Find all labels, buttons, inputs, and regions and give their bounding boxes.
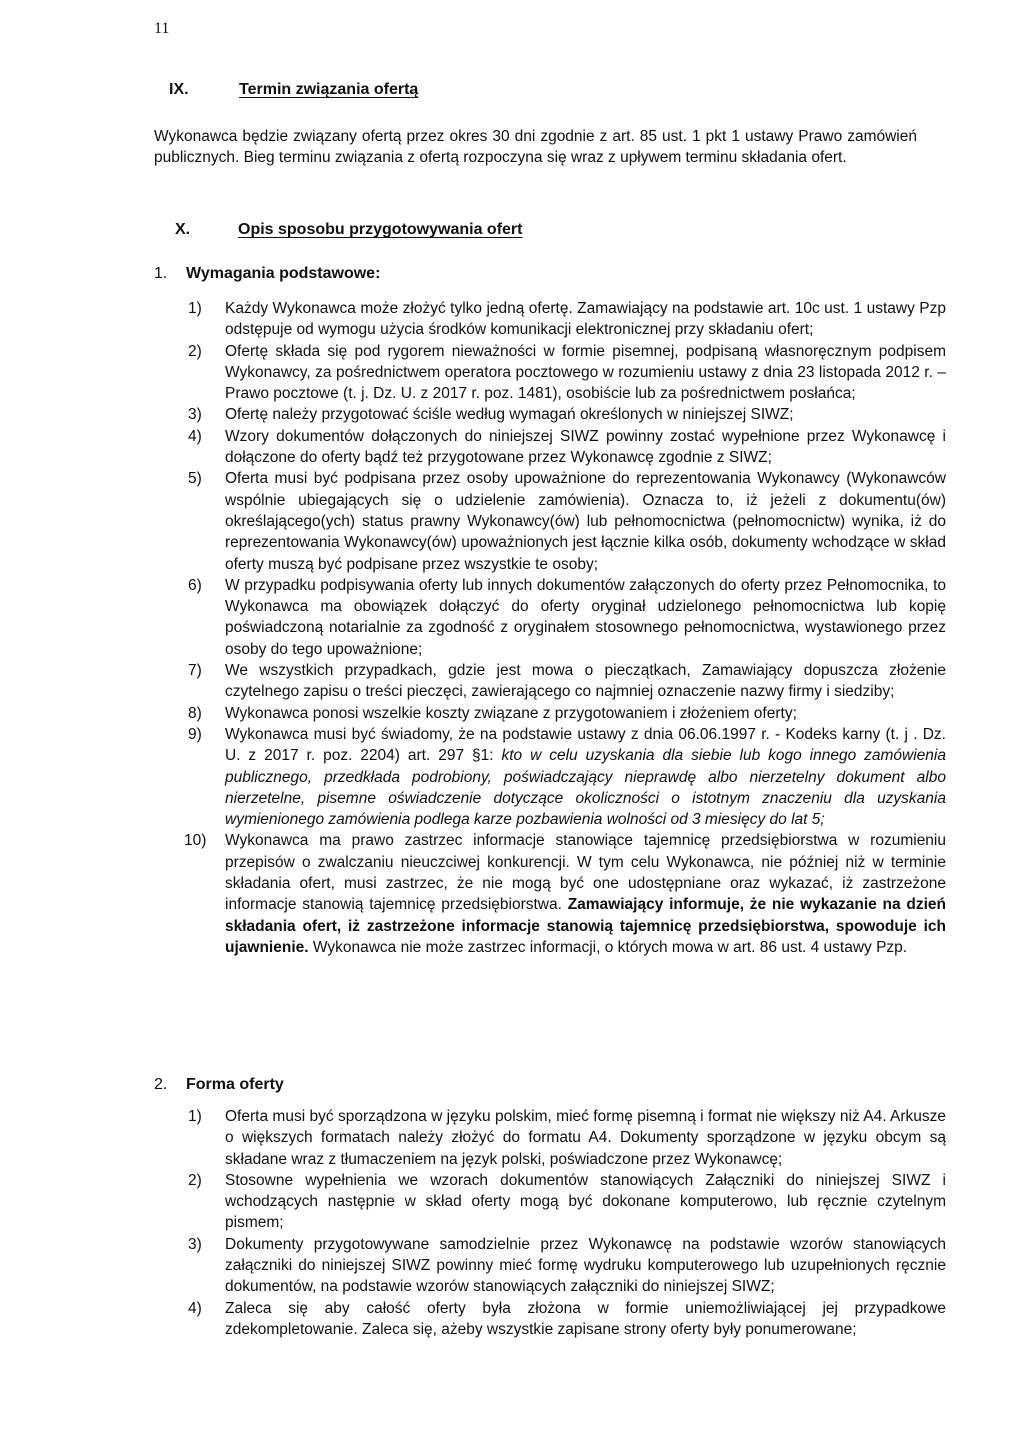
item-text: Dokumenty przygotowywane samodzielnie przez Wykonawcę na podstawie wzorów stanowiących załączniki do niniejszej SIWZ powinny mieć formę wydruku komputerowego lub uzupełnionych ręcznie dokumentów, na podstawie wzorów stanowiących załączniki do niniejszej SIWZ; (225, 1235, 946, 1296)
list-item (188, 1234, 946, 1298)
list-item (188, 426, 946, 469)
list-item (188, 341, 946, 405)
list-item (188, 660, 946, 703)
form-list (188, 1106, 946, 1340)
item-number: 10) (184, 832, 207, 850)
item-text: Wykonawca ponosi wszelkie koszty związane z przygotowaniem i złożeniem oferty; (225, 704, 797, 722)
item-text: We wszystkich przypadkach, gdzie jest mowa o pieczątkach, Zamawiający dopuszcza złożenie czytelnego zapisu o treści pieczęci, zawierającego co najmniej oznaczenie nazwy firmy i siedziby; (225, 662, 946, 701)
item-number: 2) (188, 342, 202, 360)
item-text: Stosowne wypełnienia we wzorach dokumentów stanowiących Załączniki do niniejszej SIWZ i wchodzących następnie w skład oferty mogą być dokonane komputerowo, lub ręcznie czytelnym pismem; (225, 1171, 946, 1232)
list-item (188, 703, 946, 724)
page-number: 11 (154, 20, 170, 37)
section-number: IX. (169, 81, 189, 98)
item-number: 8) (188, 704, 202, 722)
section-title: Opis sposobu przygotowywania ofert (238, 221, 523, 238)
item-text: Wykonawca musi być świadomy, że na podstawie ustawy z dnia 06.06.1997 r. - Kodeks karny (t. j . Dz. U. z 2017 r. poz. 2204) art. 297 §1: (225, 725, 946, 765)
item-bold-notice: Zamawiający informuje, że nie wykazanie na dzień składania ofert, iż zastrzeżone informacje stanowią tajemnicę przedsiębiorstwa, spowoduje ich ujawnienie. (225, 896, 946, 956)
item-number: 7) (188, 662, 202, 680)
list-item (188, 575, 946, 660)
item-text: Zaleca się aby całość oferty była złożona w formie uniemożliwiającej jej przypadkowe zdekompletowanie. Zaleca się, ażeby wszystkie zapisane strony oferty były ponumerowane; (225, 1299, 946, 1338)
list-item (188, 1106, 946, 1170)
section-x-heading (175, 220, 522, 240)
item-text: Wzory dokumentów dołączonych do niniejszej SIWZ powinny zostać wypełnione przez Wykonawcę i dołączone do oferty bądź też przygotowane przez Wykonawcę zgodnie z SIWZ; (225, 427, 946, 467)
item-text: Oferta musi być podpisana przez osoby upoważnione do reprezentowania Wykonawcy (Wykonawców wspólnie ubiegających się o udzielenie zamówienia). Oznacza to, iż jeżeli z dokumentu(ów) określającego(ych) status prawny Wykonawcy(ów) lub pełnomocnictwa (pełnomocnictw) wynika, iż do reprezentowania Wykonawcy(ów) upoważnionych jest łącznie kilka osób, dokumenty wchodzące w skład oferty muszą być podpisane przez wszystkie te osoby; (225, 470, 946, 573)
list-item (188, 298, 946, 341)
item-number: 1) (188, 300, 202, 317)
item-number: 4) (188, 1299, 202, 1317)
item-italic-quote: kto w celu uzyskania dla siebie lub kogo innego zamówienia publicznego, przedkłada podrobiony, poświadczający nieprawdę albo nierzetelny dokument albo nierzetelne, pisemne oświadczenie dotyczące okoliczności o istotnym znaczeniu dla uzyskania wymienionego zamówienia podlega karze pozbawienia wolności od 3 miesięcy do lat 5; (225, 747, 946, 829)
item-number: 3) (188, 1235, 202, 1253)
section-ix-heading (169, 80, 418, 100)
section-ix-text: Wykonawca będzie związany ofertą przez okres 30 dni zgodnie z art. 85 ust. 1 pkt 1 ustawy Prawo zamówień publicznych. Bieg terminu związania z ofertą rozpoczyna się wraz z upływem terminu składania ofert. (154, 128, 917, 167)
section-title: Termin związania ofertą (239, 81, 419, 98)
subsection-number: 2. (154, 1076, 168, 1093)
subsection-2-heading (154, 1075, 284, 1095)
item-number: 3) (188, 406, 202, 424)
subsection-title: Forma oferty (186, 1076, 284, 1093)
subsection-number: 1. (154, 265, 168, 282)
item-number: 1) (188, 1108, 202, 1125)
subsection-title: Wymagania podstawowe: (186, 265, 381, 282)
item-number: 2) (188, 1171, 202, 1189)
item-text-tail: Wykonawca nie może zastrzec informacji, o których mowa w art. 86 ust. 4 ustawy Pzp. (308, 938, 908, 956)
item-text: Ofertę należy przygotować ściśle według wymagań określonych w niniejszej SIWZ; (225, 406, 794, 424)
list-item (188, 468, 946, 574)
item-number: 9) (188, 725, 202, 743)
list-item (188, 1298, 946, 1341)
list-item (188, 724, 946, 830)
item-text: Ofertę składa się pod rygorem nieważności w formie pisemnej, podpisaną własnoręcznym podpisem Wykonawcy, za pośrednictwem operatora pocztowego w rozumieniu ustawy z dnia 23 listopada 2012 r. – Prawo pocztowe (t. j. Dz. U. z 2017 r. poz. 1481), osobiście lub za pośrednictwem posłańca; (225, 342, 946, 403)
item-number: 5) (188, 470, 202, 488)
item-text: W przypadku podpisywania oferty lub innych dokumentów załączonych do oferty przez Pełnomocnika, to Wykonawca ma obowiązek dołączyć do oferty oryginał udzielonego pełnomocnictwa lub kopię poświadczoną notarialnie za zgodność z oryginałem stosownego pełnomocnictwa, wystawionego przez osoby do tego upoważnione; (225, 576, 946, 658)
list-item (188, 404, 946, 425)
item-text: Każdy Wykonawca może złożyć tylko jedną ofertę. Zamawiający na podstawie art. 10c ust. 1 ustawy Pzp odstępuje od wymogu użycia środków komunikacji elektronicznej przy składaniu ofert; (225, 300, 946, 339)
item-number: 4) (188, 427, 202, 445)
list-item (188, 1170, 946, 1234)
requirements-list (184, 298, 946, 958)
item-number: 6) (188, 576, 202, 594)
item-text: Wykonawca ma prawo zastrzec informacje stanowiące tajemnicę przedsiębiorstwa w rozumieniu przepisów o zwalczaniu nieuczciwej konkurencji. W tym celu Wykonawca, nie później niż w terminie składania ofert, musi zastrzec, że nie mogą być one udostępniane oraz wykazać, iż zastrzeżone informacje stanowią tajemnicę przedsiębiorstwa. (225, 832, 946, 914)
list-item (184, 830, 946, 958)
item-text: Oferta musi być sporządzona w języku polskim, mieć formę pisemną i format nie większy niż A4. Arkusze o większych formatach należy złożyć do formatu A4. Dokumenty sporządzone w języku obcym są składane wraz z tłumaczeniem na język polski, poświadczone przez Wykonawcę; (225, 1108, 946, 1168)
subsection-1-heading (154, 264, 380, 284)
section-number: X. (175, 221, 191, 238)
